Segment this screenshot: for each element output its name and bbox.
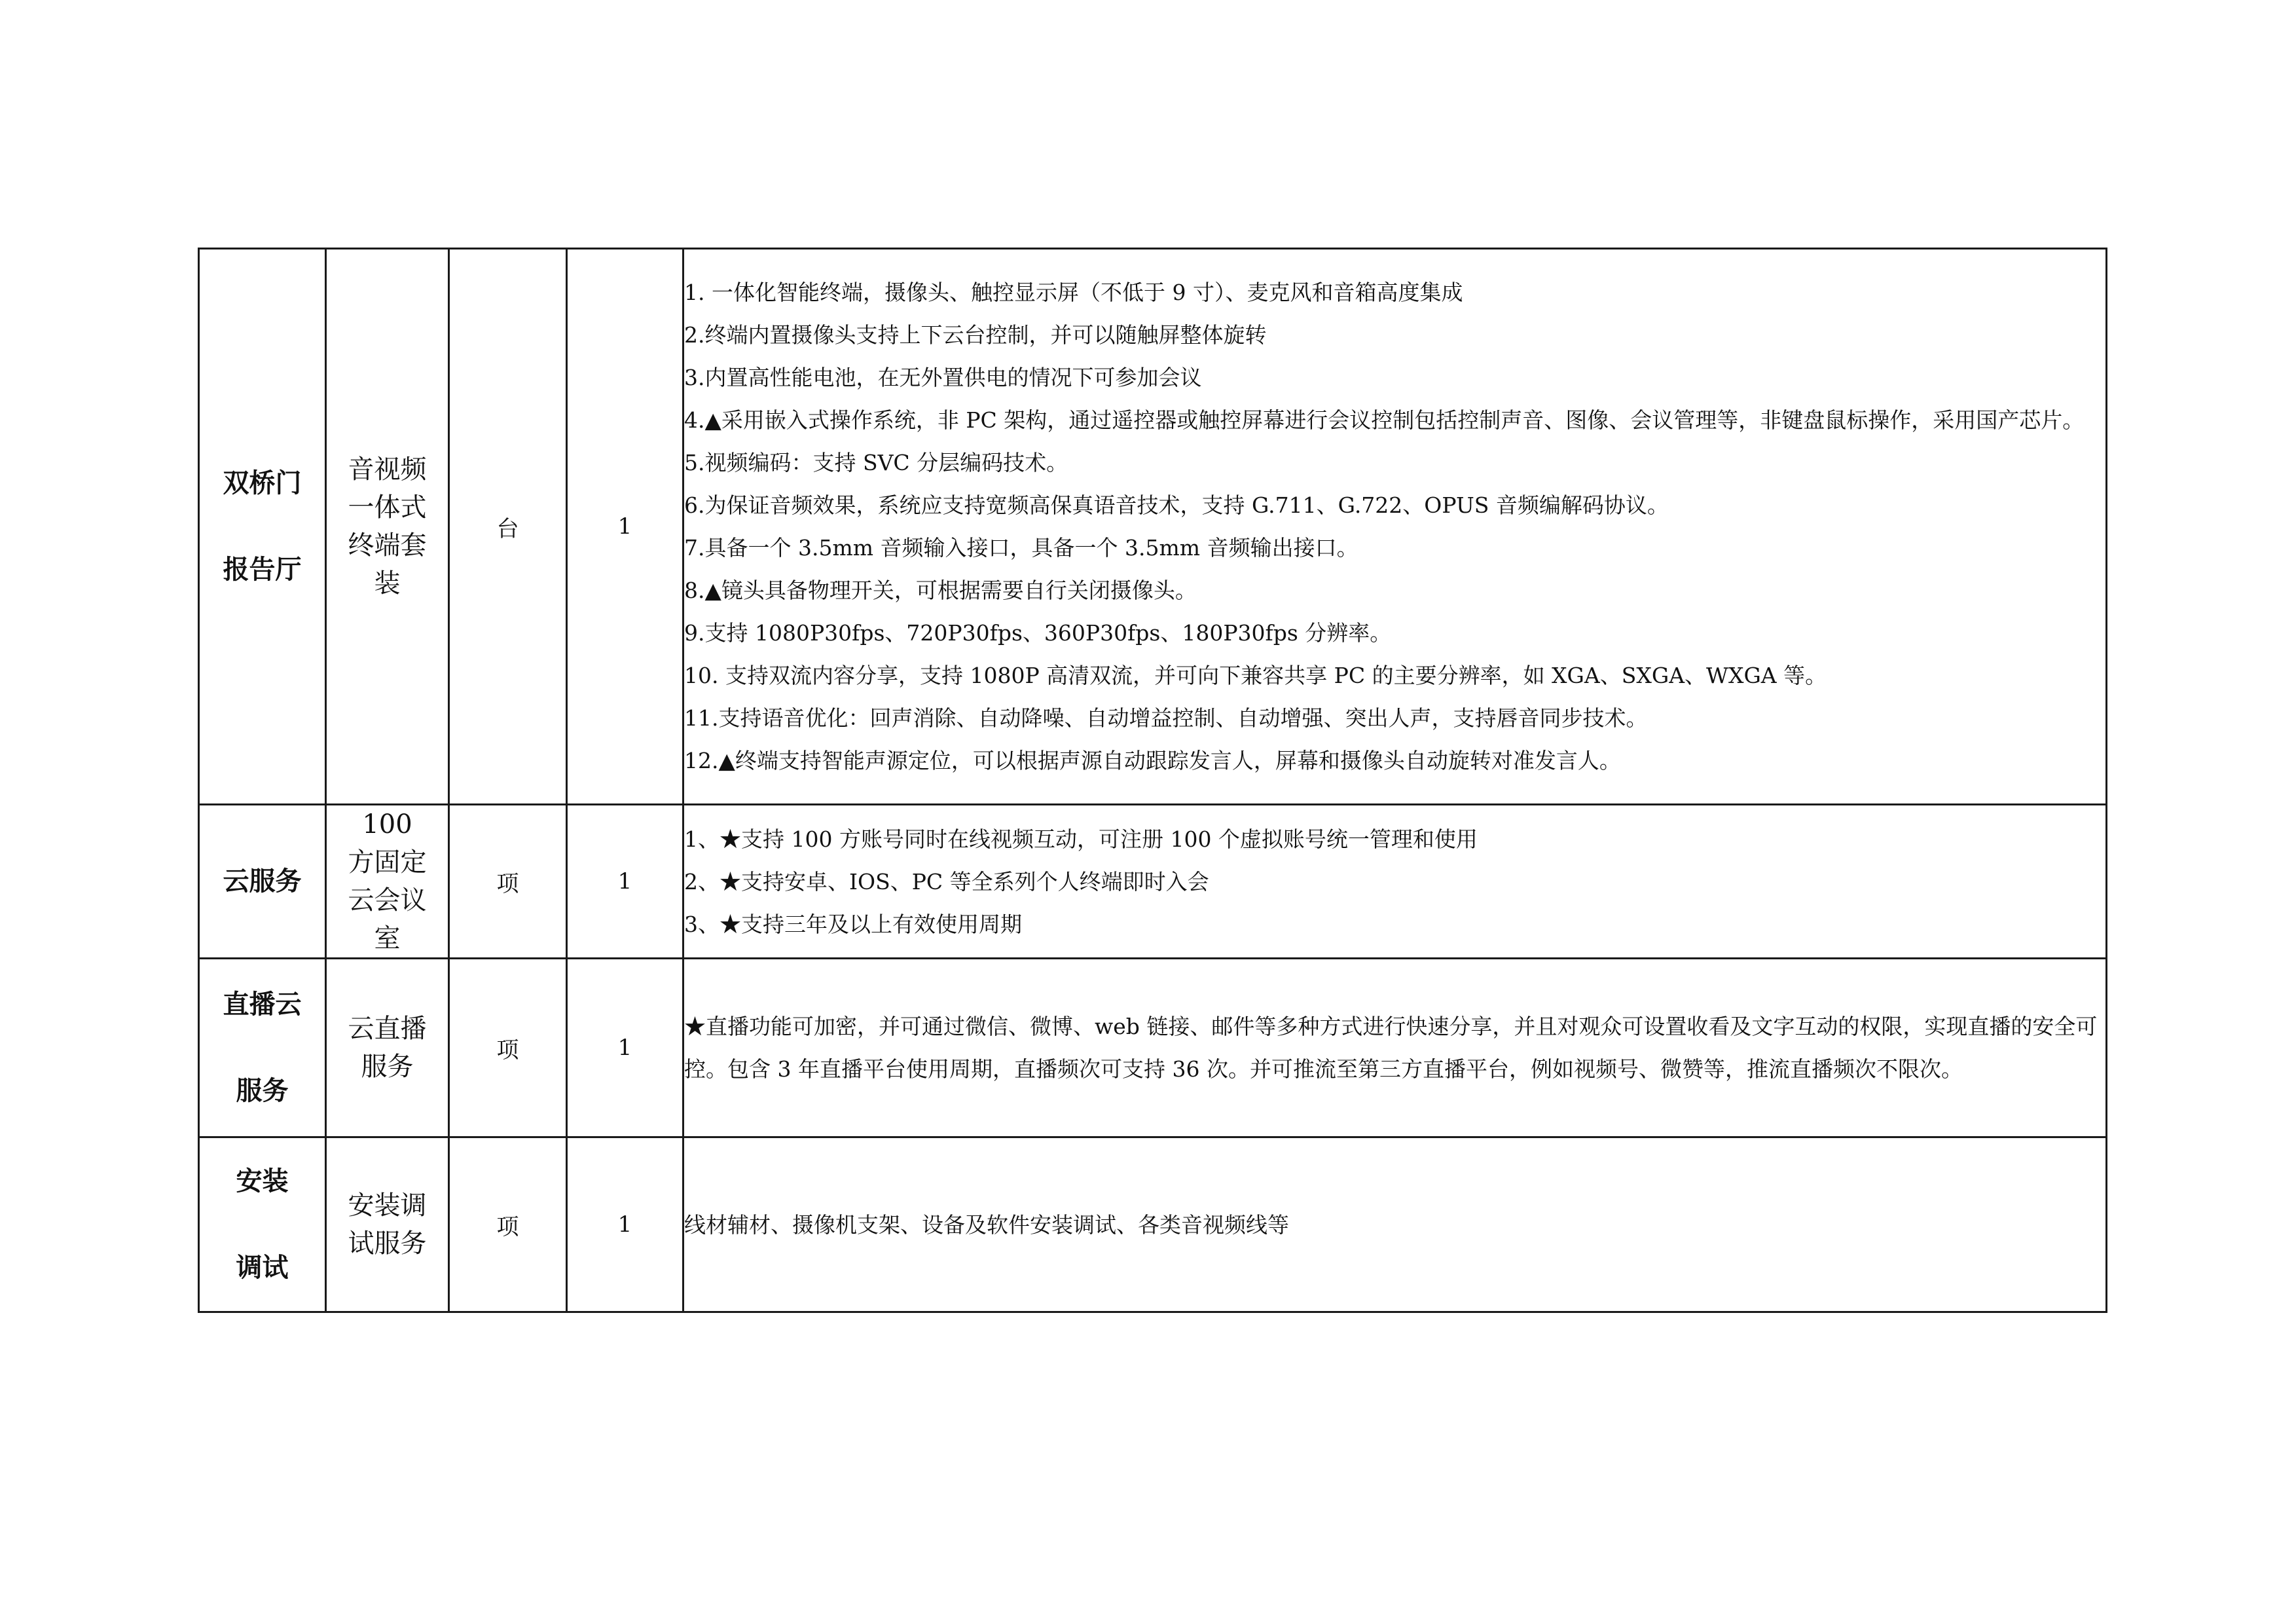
quantity-cell: 1 xyxy=(567,805,683,959)
spec-description-cell xyxy=(683,249,2107,805)
spec-line: 9.支持 1080P30fps、720P30fps、360P30fps、180P30fps 分辨率。 xyxy=(684,620,1392,646)
location-cell: 双桥门报告厅 xyxy=(199,249,326,805)
spec-line: 3、★支持三年及以上有效使用周期 xyxy=(684,911,1022,937)
table-row xyxy=(199,249,2107,805)
spec-line: 12.▲终端支持智能声源定位，可以根据声源自动跟踪发言人，屏幕和摄像头自动旋转对准发言人。 xyxy=(684,748,1621,773)
spec-line: 3.内置高性能电池，在无外置供电的情况下可参加会议 xyxy=(684,365,1202,390)
spec-line: 10. 支持双流内容分享，支持 1080P 高清双流，并可向下兼容共享 PC 的主要分辨率，如 XGA、SXGA、WXGA 等。 xyxy=(684,663,1827,688)
spec-line: 1. 一体化智能终端，摄像头、触控显示屏（不低于 9 寸）、麦克风和音箱高度集成 xyxy=(684,280,1463,305)
item-name-cell: 安装调试服务 xyxy=(326,1137,449,1312)
unit-cell: 台 xyxy=(449,249,567,805)
quantity-cell: 1 xyxy=(567,249,683,805)
spec-description-cell xyxy=(683,805,2107,959)
unit-cell: 项 xyxy=(449,1137,567,1312)
spec-line: 11.支持语音优化：回声消除、自动降噪、自动增益控制、自动增强、突出人声，支持唇音同步技术。 xyxy=(684,705,1648,731)
spec-line: 线材辅材、摄像机支架、设备及软件安装调试、各类音视频线等 xyxy=(684,1211,1289,1238)
unit-cell: 项 xyxy=(449,805,567,959)
location-cell: 直播云服务 xyxy=(199,959,326,1137)
spec-line: 6.为保证音频效果，系统应支持宽频高保真语音技术，支持 G.711、G.722、OPUS 音频编解码协议。 xyxy=(684,492,1669,518)
spec-line: 5.视频编码：支持 SVC 分层编码技术。 xyxy=(684,450,1068,475)
quantity-cell: 1 xyxy=(567,959,683,1137)
location-cell: 云服务 xyxy=(199,805,326,959)
item-name-cell: 100 方固定云会议室 xyxy=(326,805,449,959)
spec-line: 2、★支持安卓、IOS、PC 等全系列个人终端即时入会 xyxy=(684,868,1209,895)
spec-line: 7.具备一个 3.5mm 音频输入接口，具备一个 3.5mm 音频输出接口。 xyxy=(684,535,1358,561)
item-name-cell: 音视频一体式终端套装 xyxy=(326,249,449,805)
table-row xyxy=(199,1137,2107,1312)
spec-line: 2.终端内置摄像头支持上下云台控制，并可以随触屏整体旋转 xyxy=(684,322,1267,348)
spec-line: 8.▲镜头具备物理开关，可根据需要自行关闭摄像头。 xyxy=(684,578,1197,603)
item-name-cell: 云直播服务 xyxy=(326,959,449,1137)
spec-description-cell xyxy=(683,1137,2107,1312)
spec-description-cell xyxy=(683,959,2107,1137)
spec-table xyxy=(198,248,2107,1313)
quantity-cell: 1 xyxy=(567,1137,683,1312)
spec-line: 1、★支持 100 方账号同时在线视频互动，可注册 100 个虚拟账号统一管理和使用 xyxy=(684,826,1478,852)
table-row xyxy=(199,959,2107,1137)
spec-line: ★直播功能可加密，并可通过微信、微博、web 链接、邮件等多种方式进行快速分享，并且对观众可设置收看及文字互动的权限，实现直播的安全可控。包含 3 年直播平台使用周期，直播频次可支持 36 次。并可推流至第三方直播平台，例如视频号、微赞等，推流直播频次不限次。 xyxy=(684,1014,2098,1082)
location-cell: 安装调试 xyxy=(199,1137,326,1312)
spec-line: 4.▲采用嵌入式操作系统，非 PC 架构，通过遥控器或触控屏幕进行会议控制包括控制声音、图像、会议管理等，非键盘鼠标操作，采用国产芯片。 xyxy=(684,407,2085,433)
table-row xyxy=(199,805,2107,959)
unit-cell: 项 xyxy=(449,959,567,1137)
